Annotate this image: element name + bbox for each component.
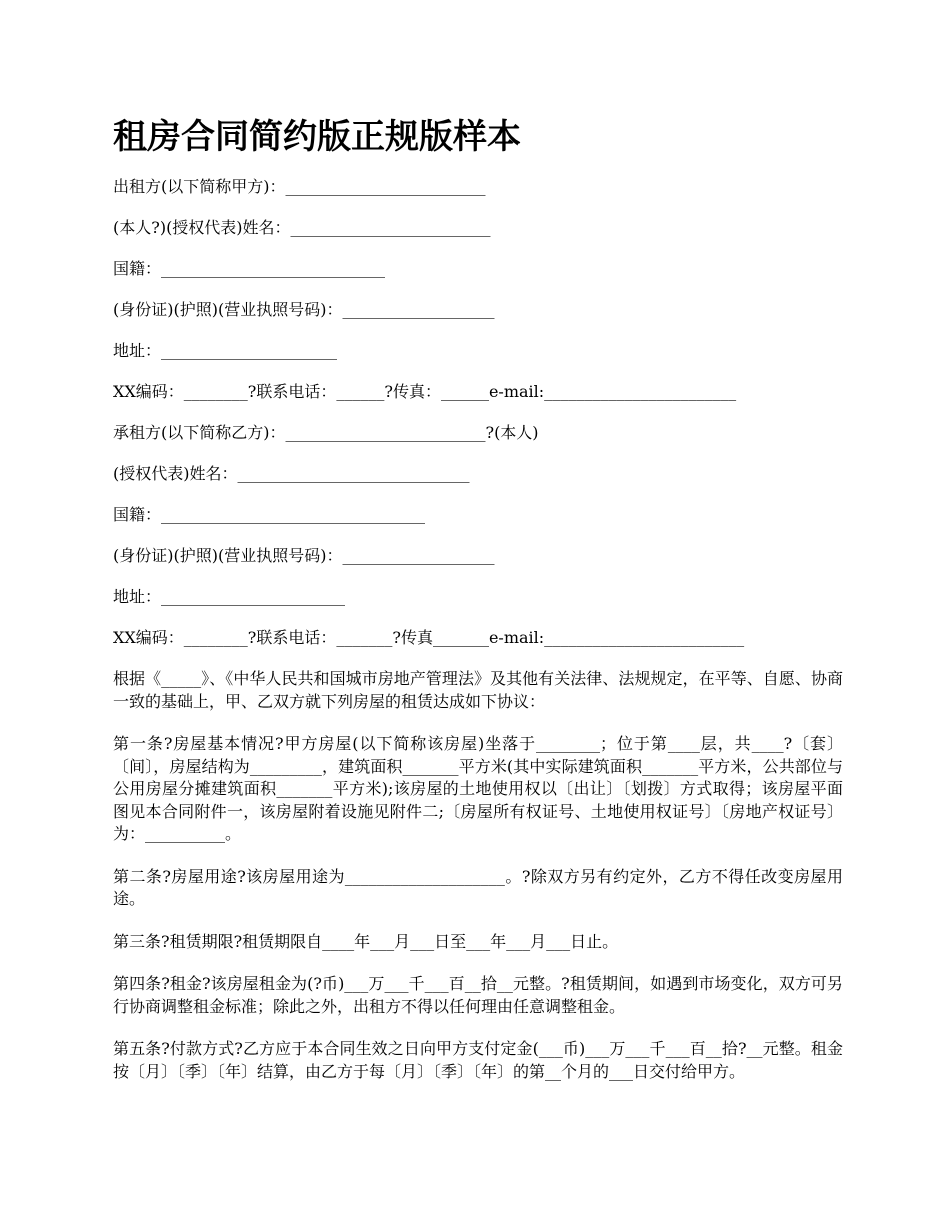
clause-3: 第三条?租赁期限?租赁期限自____年___月___日至___年___月___日止。: [113, 931, 619, 951]
clause-5: 第五条?付款方式?乙方应于本合同生效之日向甲方支付定金(___币)___万___千___百__拾?__元整。租金按〔月〕〔季〕〔年〕结算，由乙方于每〔月〕〔季〕〔年〕的第__个月的___日交付给甲方。: [113, 1039, 843, 1081]
lessor-rep-line: (本人?)(授权代表)姓名：_________________________: [113, 218, 491, 237]
lessor-name-line: 出租方(以下简称甲方)：_________________________: [113, 177, 486, 196]
lessee-id-line: (身份证)(护照)(营业执照号码)：___________________: [113, 546, 495, 565]
lessor-nationality-line: 国籍：____________________________: [113, 259, 386, 278]
lessor-contact-line: XX编码：________?联系电话：______?传真：______e-mail:________________________: [113, 382, 737, 401]
lessee-address-line: 地址：_______________________: [113, 587, 346, 606]
clause-2: 第二条?房屋用途?该房屋用途为____________________。?除双方另有约定外，乙方不得任改变房屋用途。: [113, 866, 843, 908]
intro-paragraph: 根据《_____》、《中华人民共和国城市房地产管理法》及其他有关法律、法规规定，在平等、自愿、协商一致的基础上，甲、乙双方就下列房屋的租赁达成如下协议：: [113, 669, 843, 711]
clause-1: 第一条?房屋基本情况?甲方房屋(以下简称该房屋)坐落于________；位于第____层，共____?〔套〕〔间〕，房屋结构为_________，建筑面积_______平方米(其中实际建筑面积_______平方米，公共部位与公用房屋分摊建筑面积_______平方米);该房屋的土地使用权以〔出让〕〔划拨〕方式取得；该房屋平面图见本合同附件一，该房屋附着设施见附件二;〔房屋所有权证号、土地使用权证号〕〔房地产权证号〕为：__________。: [113, 734, 843, 843]
document-title: 租房合同简约版正规版样本: [113, 117, 521, 157]
clause-4: 第四条?租金?该房屋租金为(?币)___万___千___百__拾__元整。?租赁期间，如遇到市场变化，双方可另行协商调整租金标准；除此之外，出租方不得以任何理由任意调整租金。: [113, 974, 843, 1016]
lessor-id-line: (身份证)(护照)(营业执照号码)：___________________: [113, 300, 495, 319]
lessor-address-line: 地址：______________________: [113, 341, 338, 360]
lessee-rep-line: (授权代表)姓名：_____________________________: [113, 464, 470, 483]
lessee-contact-line: XX编码：________?联系电话：_______?传真_______e-mail:_________________________: [113, 628, 745, 647]
lessee-name-line: 承租方(以下简称乙方)：_________________________?(本人): [113, 423, 539, 442]
document-page: [113, 112, 843, 1103]
lessee-nationality-line: 国籍：_________________________________: [113, 505, 426, 524]
